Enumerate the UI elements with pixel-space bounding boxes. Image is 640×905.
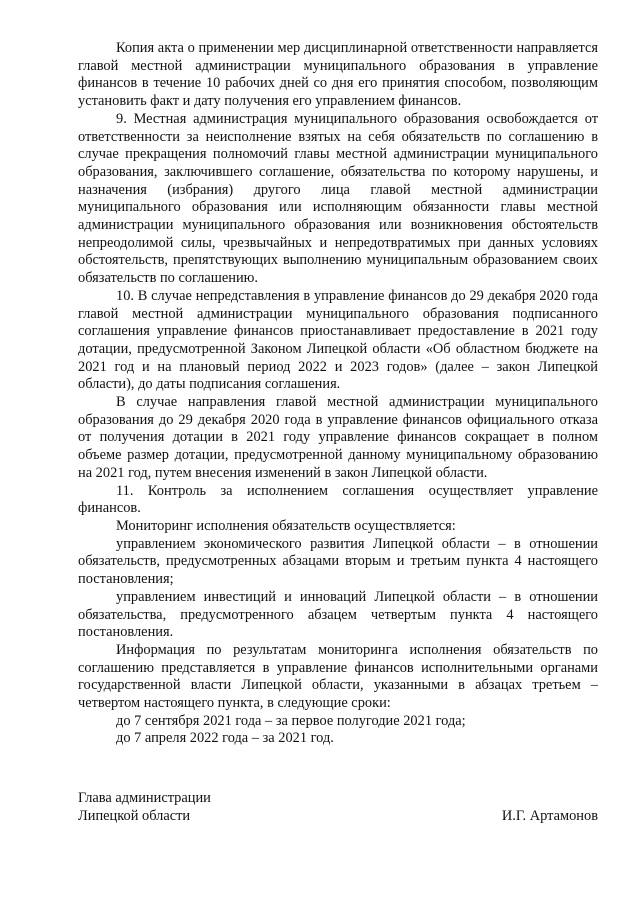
signature-title-line1: Глава администрации [78, 790, 211, 806]
paragraph-11: 11. Контроль за исполнением соглашения осуществляет управление финансов. [78, 482, 598, 517]
paragraph-deadline-2: до 7 апреля 2022 года – за 2021 год. [116, 730, 334, 747]
signature-title-line2: Липецкой области [78, 807, 191, 824]
document-body [78, 40, 598, 748]
signature-name: И.Г. Артамонов [501, 807, 598, 824]
paragraph-10: 10. В случае непредставления в управление финансов до 29 декабря 2020 года главой местной администрации муниципального образования подписанного соглашения управление финансов приостанавливает предоставление в 2021 году дотации, предусмотренной Законом Липецкой области «Об областном бюджете на 2021 год и на плановый период 2022 и 2023 годов» (далее – закон Липецкой области), до даты подписания соглашения. [78, 287, 598, 393]
signature-block [78, 790, 598, 825]
paragraph-information: Информация по результатам мониторинга исполнения обязательств по соглашению представляется в управление финансов исполнительными органами государственной власти Липецкой области, указанными в абзацах третьем – четвертом настоящего пункта, в следующие сроки: [78, 641, 598, 712]
paragraph-econ-dev: управлением экономического развития Липецкой области – в отношении обязательств, предусмотренных абзацами вторым и третьим пункта 4 настоящего постановления; [78, 535, 598, 588]
paragraph-refusal: В случае направления главой местной администрации муниципального образования до 29 декабря 2020 года в управление финансов официального отказа от получения дотации в 2021 году управление финансов сокращает в полном объеме размер дотации, предусмотренной данному муниципальному образованию на 2021 год, путем внесения изменений в закон Липецкой области. [78, 394, 598, 481]
paragraph-deadline-1: до 7 сентября 2021 года – за первое полугодие 2021 года; [116, 712, 466, 729]
paragraph-9: 9. Местная администрация муниципального образования освобождается от ответственности за неисполнение взятых на себя обязательств по соглашению в случае прекращения полномочий главы местной администрации муниципального образования, заключившего соглашение, обязательства по которому нарушены, и назначения (избрания) другого лица главой местной администрации муниципального образования или исполняющим обязанности главы местной администрации муниципального образования или возникновения обстоятельств непреодолимой силы, чрезвычайных и непредотвратимых при данных условиях обстоятельств, препятствующих выполнению муниципальным образованием своих обязательств по соглашению. [78, 110, 598, 287]
paragraph-investments: управлением инвестиций и инноваций Липецкой области – в отношении обязательства, предусмотренного абзацем четвертым пункта 4 настоящего постановления. [78, 588, 598, 641]
paragraph-monitoring: Мониторинг исполнения обязательств осуществляется: [116, 517, 456, 534]
paragraph-copy-of-act: Копия акта о применении мер дисциплинарной ответственности направляется главой местной администрации муниципального образования в управление финансов в течение 10 рабочих дней со дня его принятия способом, позволяющим установить факт и дату получения его управлением финансов. [78, 40, 598, 110]
